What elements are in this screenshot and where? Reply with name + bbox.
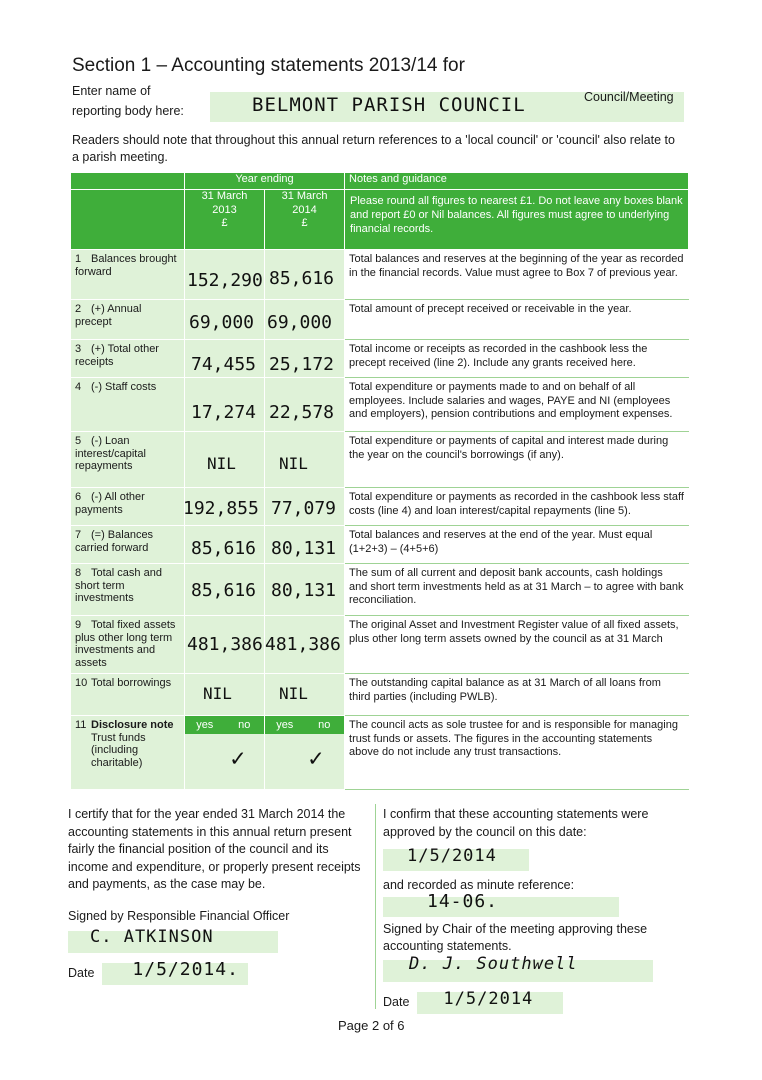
value-2014-cell[interactable]	[265, 526, 345, 564]
value-2014-cell[interactable]	[265, 616, 345, 674]
table-row	[71, 378, 689, 432]
row-label: (+) Total other receipts	[75, 343, 159, 368]
value-2013: 85,616	[191, 538, 257, 559]
disclosure-2013-cell	[185, 716, 265, 790]
value-2013: 152,290	[187, 270, 263, 291]
row-label: (+) Annual precept	[75, 303, 142, 328]
rfo-signature: C. ATKINSON	[90, 927, 214, 947]
tick-2014: ✓	[308, 744, 323, 772]
value-2014: 80,131	[271, 538, 337, 559]
row-number: 10	[75, 677, 88, 689]
chair-signed-label: Signed by Chair of the meeting approving these accounting statements.	[383, 921, 648, 953]
readers-note: Readers should note that throughout this annual return references to a 'local council' or 'council' also relate to a parish meeting.	[72, 133, 675, 164]
value-2013: 481,386	[187, 634, 263, 655]
header-blank	[71, 173, 185, 190]
value-2014: 69,000	[267, 312, 333, 333]
row-note: The sum of all current and deposit bank accounts, cash holdings and short term investments held as at 31 March – to agree with bank reconciliation.	[345, 564, 689, 616]
chair-signature: D. J. Southwell	[409, 953, 578, 974]
reporting-body-name: BELMONT PARISH COUNCIL	[252, 94, 526, 116]
chair-date-field[interactable]	[417, 988, 563, 1014]
row-note: The council acts as sole trustee for and is responsible for managing trust funds or assets. The figures in the accounting statements above do not include any trust transactions.	[345, 716, 689, 790]
value-2013-cell[interactable]	[185, 340, 265, 378]
disclosure-2014-cell	[265, 716, 345, 790]
row-label: Total fixed assets plus other long term investments and assets	[75, 619, 176, 669]
col-2014-line2: 2014	[292, 203, 317, 216]
row-note: Total amount of precept received or receivable in the year.	[345, 300, 689, 340]
row-note: Total income or receipts as recorded in the cashbook less the precept received (line 2). Include any grants received here.	[345, 340, 689, 378]
minute-ref-field[interactable]	[383, 890, 619, 917]
chair-signature-field[interactable]	[383, 953, 653, 982]
no-2014-label: no	[318, 719, 331, 731]
value-2014-cell[interactable]	[265, 488, 345, 526]
yes-2014-label: yes	[276, 719, 294, 731]
no-2014-checkbox[interactable]	[305, 734, 345, 788]
row-number: 9	[75, 619, 82, 631]
approval-date: 1/5/2014	[407, 846, 497, 866]
value-2014-cell[interactable]	[265, 674, 345, 716]
table-row	[71, 300, 689, 340]
enter-name-label-line2: reporting body here:	[72, 104, 184, 118]
table-row	[71, 250, 689, 300]
value-2014: 77,079	[271, 498, 337, 519]
row-note: Total balances and reserves at the beginning of the year as recorded in the financial records. Value must agree to Box 7 of previous year.	[345, 250, 689, 300]
notes-header: Notes and guidance	[345, 173, 689, 190]
value-2014: 25,172	[269, 354, 335, 375]
trust-funds-label: Trust funds (including charitable)	[91, 731, 146, 769]
value-2014-cell[interactable]	[265, 432, 345, 488]
value-2014: 80,131	[271, 580, 337, 601]
row-label: (-) Loan interest/capital repayments	[75, 435, 146, 472]
row-number: 3	[75, 343, 82, 355]
yes-2013-checkbox[interactable]	[185, 734, 225, 788]
chair-date: 1/5/2014	[443, 988, 534, 1009]
row-note: The original Asset and Investment Register value of all fixed assets, plus other long term assets owned by the council as at 31 March	[345, 616, 689, 674]
value-2014-cell[interactable]	[265, 300, 345, 340]
value-2014-cell[interactable]	[265, 378, 345, 432]
no-2013-checkbox[interactable]	[225, 734, 265, 788]
value-2014-cell[interactable]	[265, 340, 345, 378]
notes-guidance: Please round all figures to nearest £1. Do not leave any boxes blank and report £0 or Nil balances. All figures must agree to underlying financial records.	[345, 190, 689, 250]
enter-name-label-line1: Enter name of	[72, 84, 151, 98]
row-label: (=) Balances carried forward	[75, 529, 154, 554]
rfo-date-label: Date	[68, 966, 95, 981]
value-2014: NIL	[279, 684, 308, 703]
chair-confirmation	[383, 806, 683, 1014]
col-2013-unit: £	[221, 217, 228, 229]
value-2013: 69,000	[189, 312, 255, 333]
col-2014-header	[265, 190, 345, 250]
table-row	[71, 488, 689, 526]
yes-2013-label: yes	[196, 719, 214, 731]
row-note: Total expenditure or payments as recorded in the cashbook less staff costs (line 4) and loan interest/capital repayments (line 5).	[345, 488, 689, 526]
table-row	[71, 616, 689, 674]
value-2013-cell[interactable]	[185, 378, 265, 432]
row-number: 4	[75, 381, 82, 393]
row-note: The outstanding capital balance as at 31 March of all loans from third parties (including PWLB).	[345, 674, 689, 716]
no-2013-label: no	[238, 719, 251, 731]
row-label: (-) Staff costs	[91, 381, 157, 393]
value-2013-cell[interactable]	[185, 488, 265, 526]
disclosure-label: Disclosure note	[91, 719, 174, 731]
table-row	[71, 564, 689, 616]
value-2013-cell[interactable]	[185, 250, 265, 300]
value-2013: 74,455	[191, 354, 257, 375]
row-label: Balances brought forward	[75, 253, 177, 278]
rfo-date-field[interactable]	[102, 959, 248, 985]
value-2013: NIL	[203, 684, 232, 703]
approval-date-field[interactable]	[383, 846, 529, 871]
value-2014: 481,386	[265, 634, 341, 655]
value-2014: 22,578	[269, 402, 335, 423]
row-number: 11	[75, 719, 87, 731]
yes-2014-checkbox[interactable]	[265, 734, 305, 788]
value-2013-cell[interactable]	[185, 674, 265, 716]
minute-ref: 14-06.	[427, 890, 499, 912]
row-label: (-) All other payments	[75, 491, 145, 516]
header-blank-2	[71, 190, 185, 250]
page-title: Section 1 – Accounting statements 2013/14 for	[72, 55, 465, 76]
value-2013-cell[interactable]	[185, 616, 265, 674]
council-meeting-label: Council/Meeting	[584, 90, 674, 104]
row-number: 1	[75, 253, 82, 265]
row-note: Total expenditure or payments of capital and interest made during the year on the council's borrowings (if any).	[345, 432, 689, 488]
col-2013-line1: 31 March	[201, 190, 248, 202]
accounting-statements-table	[70, 172, 689, 790]
rfo-signature-field[interactable]	[68, 927, 278, 953]
rfo-signed-label: Signed by Responsible Financial Officer	[68, 908, 290, 923]
table-row	[71, 432, 689, 488]
confirm-text: I confirm that these accounting statements were approved by the council on this date:	[383, 807, 649, 839]
value-2013: 192,855	[183, 498, 259, 519]
value-2014: NIL	[279, 454, 308, 473]
value-2013: 17,274	[191, 402, 257, 423]
value-2013-cell[interactable]	[185, 526, 265, 564]
rfo-certification	[68, 806, 368, 985]
rfo-date: 1/5/2014.	[132, 959, 239, 980]
row-number: 6	[75, 491, 82, 503]
value-2013-cell[interactable]	[185, 564, 265, 616]
row-number: 7	[75, 529, 82, 541]
table-row	[71, 674, 689, 716]
minute-label: and recorded as minute reference:	[383, 878, 575, 892]
col-2013-header	[185, 190, 265, 250]
value-2013-cell[interactable]	[185, 300, 265, 340]
value-2013: NIL	[207, 454, 236, 473]
table-row	[71, 526, 689, 564]
row-number: 5	[75, 435, 82, 447]
year-ending-header: Year ending	[185, 173, 345, 190]
row-number: 2	[75, 303, 82, 315]
row-label: Total cash and short term investments	[75, 567, 162, 604]
col-2013-line2: 2013	[212, 203, 237, 216]
section-divider	[375, 804, 376, 1009]
col-2014-unit: £	[301, 217, 308, 229]
col-2014-line1: 31 March	[281, 190, 328, 202]
row-note: Total balances and reserves at the end of the year. Must equal (1+2+3) – (4+5+6)	[345, 526, 689, 564]
table-row-disclosure	[71, 716, 689, 790]
chair-date-label: Date	[383, 994, 410, 1009]
row-number: 8	[75, 567, 82, 579]
value-2013: 85,616	[191, 580, 257, 601]
row-note: Total expenditure or payments made to and on behalf of all employees. Include salaries and wages, PAYE and NI (employees and employers), pension contributions and employment expenses.	[345, 378, 689, 432]
certify-text: I certify that for the year ended 31 March 2014 the accounting statements in this annual return present fairly the financial position of the council and its income and expenditure, or properly present receipts and payments, as the case may be.	[68, 807, 361, 891]
value-2013-cell[interactable]	[185, 432, 265, 488]
tick-2013: ✓	[230, 744, 245, 772]
value-2014: 85,616	[269, 268, 335, 289]
value-2014-cell[interactable]	[265, 564, 345, 616]
row-label: Total borrowings	[91, 677, 172, 689]
page-number: Page 2 of 6	[338, 1018, 405, 1033]
value-2014-cell[interactable]	[265, 250, 345, 300]
table-row	[71, 340, 689, 378]
